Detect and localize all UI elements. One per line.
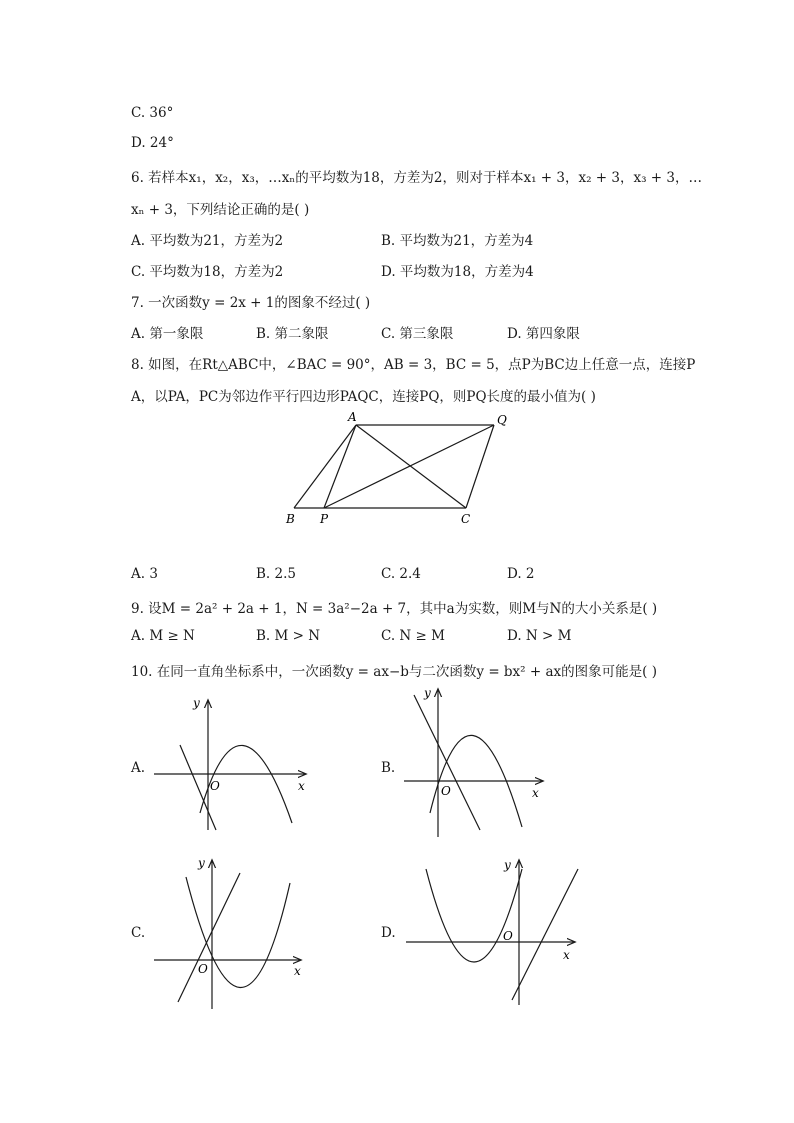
q8-parallelogram-figure [280,405,520,530]
axis-x: x [298,779,305,793]
label-q: Q [497,413,507,427]
axis-y: y [424,686,431,700]
q7-option-d: D. 第四象限 [507,326,580,342]
q8-option-d: D. 2 [507,566,535,582]
q8-stem-line1: 8. 如图，在Rt△ABC中，∠BAC = 90°，AB = 3，BC = 5，点P为BC边上任意一点，连接P [131,357,696,373]
q8-option-a: A. 3 [131,566,158,582]
q9-option-c: C. N ≥ M [381,628,445,644]
q9-option-a: A. M ≥ N [131,628,195,644]
q8-option-c: C. 2.4 [381,566,421,582]
q10-option-b-label: B. [381,760,396,776]
q10-graph-a [150,695,320,835]
axis-x: x [294,964,301,978]
q6-option-b: B. 平均数为21，方差为4 [381,233,534,249]
q7-option-a: A. 第一象限 [131,326,204,342]
q6-option-a: A. 平均数为21，方差为2 [131,233,284,249]
q8-option-b: B. 2.5 [256,566,296,582]
q10-option-a-label: A. [131,760,146,776]
origin: O [503,929,513,943]
label-b: B [286,512,295,526]
q9-stem: 9. 设M = 2a² + 2a + 1，N = 3a²−2a + 7，其中a为实数，则M与N的大小关系是( ) [131,601,658,617]
axis-y: y [198,856,205,870]
label-c: C [461,512,471,526]
q5-option-c: C. 36° [131,105,174,121]
q10-option-c-label: C. [131,925,146,941]
axis-x: x [532,786,539,800]
q6-stem-line2: xₙ + 3，下列结论正确的是( ) [131,202,310,218]
q5-option-d: D. 24° [131,135,174,151]
q9-option-d: D. N > M [507,628,572,644]
axis-x: x [563,948,570,962]
origin: O [441,784,451,798]
q10-stem: 10. 在同一直角坐标系中，一次函数y = ax−b与二次函数y = bx² + ax的图象可能是( ) [131,664,657,680]
label-p: P [320,512,329,526]
q10-graph-b [400,685,560,840]
origin: O [198,962,208,976]
q9-option-b: B. M > N [256,628,321,644]
q8-stem-line2: A，以PA，PC为邻边作平行四边形PAQC，连接PQ，则PQ长度的最小值为( ) [131,389,596,405]
q7-option-b: B. 第二象限 [256,326,329,342]
q10-option-d-label: D. [381,925,396,941]
q7-stem: 7. 一次函数y = 2x + 1的图象不经过( ) [131,295,371,311]
q10-graph-d [400,855,590,1010]
q6-option-c: C. 平均数为18，方差为2 [131,264,284,280]
axis-y: y [504,858,511,872]
q6-option-d: D. 平均数为18，方差为4 [381,264,534,280]
origin: O [210,779,220,793]
axis-y: y [193,696,200,710]
label-a: A [348,410,357,424]
q6-stem-line1: 6. 若样本x₁，x₂，x₃，…xₙ的平均数为18，方差为2，则对于样本x₁ + 3，x₂ + 3，x₃ + 3，… [131,170,702,186]
q7-option-c: C. 第三象限 [381,326,454,342]
q10-graph-c [150,855,320,1015]
